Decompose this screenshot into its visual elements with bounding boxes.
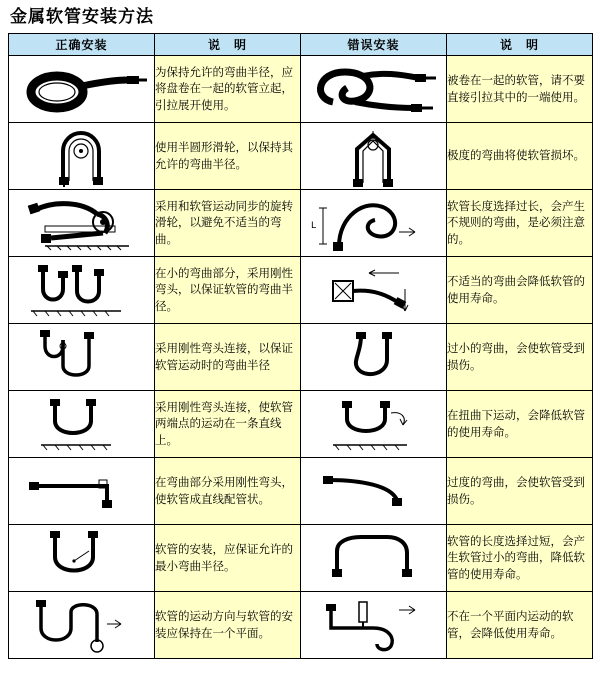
rigid-elbow-straight-line-correct-icon (11, 393, 153, 455)
installation-methods-table (8, 33, 593, 659)
correct-note-cell: 软管的安装，应保证允许的最小弯曲半径。 (155, 524, 301, 591)
correct-illustration-cell (9, 323, 155, 390)
wrong-illustration-cell (301, 524, 447, 591)
wrong-illustration-cell (301, 256, 447, 323)
wrong-note-cell: 过度的弯曲，会使软管受到损伤。 (447, 457, 593, 524)
wrong-note-cell: 不适当的弯曲会降低软管的使用寿命。 (447, 256, 593, 323)
table-body (9, 55, 593, 658)
column-header-correct-install: 正确安装 (9, 33, 155, 55)
same-plane-motion-correct-icon (11, 594, 153, 656)
wrong-note-cell: 软管长度选择过长，会产生不规则的弯曲，是必须注意的。 (447, 189, 593, 256)
correct-note-cell: 在弯曲部分采用刚性弯头，使软管成直线配管状。 (155, 457, 301, 524)
correct-note-cell: 采用刚性弯头连接，以保证软管运动时的弯曲半径 (155, 323, 301, 390)
wrong-note-cell: 在扭曲下运动，会降低软管的使用寿命。 (447, 390, 593, 457)
correct-illustration-cell (9, 390, 155, 457)
column-header-wrong-note: 说 明 (447, 33, 593, 55)
wrong-note-cell: 被卷在一起的软管，请不要直接引拉其中的一端使用。 (447, 55, 593, 122)
column-header-wrong-install: 错误安装 (301, 33, 447, 55)
out-of-plane-motion-wrong-icon (303, 594, 445, 656)
page-title: 金属软管安装方法 (10, 7, 154, 27)
wrong-illustration-cell (301, 390, 447, 457)
table-row (9, 256, 593, 323)
correct-illustration-cell (9, 189, 155, 256)
table-row (9, 189, 593, 256)
correct-note-cell: 为保持允许的弯曲半径，应将盘卷在一起的软管立起，引拉展开使用。 (155, 55, 301, 122)
table-header-row (9, 33, 593, 55)
straight-pipe-elbow-correct-icon (11, 460, 153, 522)
improper-bend-wrong-icon (303, 259, 445, 321)
svg-text:L: L (310, 220, 316, 231)
table-header (9, 33, 593, 55)
wrong-note-cell: 极度的弯曲将使软管损坏。 (447, 122, 593, 189)
over-bending-wrong-icon (303, 460, 445, 522)
correct-illustration-cell (9, 122, 155, 189)
table-row (9, 591, 593, 658)
correct-illustration-cell (9, 256, 155, 323)
wrong-note-cell: 不在一个平面内运动的软管，会降低使用寿命。 (447, 591, 593, 658)
wrong-illustration-cell (301, 55, 447, 122)
correct-illustration-cell (9, 524, 155, 591)
length-too-long-wrong-icon (303, 527, 445, 589)
rigid-elbow-small-bend-correct-icon (11, 259, 153, 321)
semicircular-pulley-correct-icon (11, 125, 153, 187)
table-row (9, 390, 593, 457)
column-header-correct-note: 说 明 (155, 33, 301, 55)
wrong-illustration-cell (301, 189, 447, 256)
correct-illustration-cell (9, 55, 155, 122)
table-row (9, 457, 593, 524)
rigid-elbow-u-bend-correct-icon (11, 326, 153, 388)
excess-length-loop-wrong-icon (303, 192, 445, 254)
torsion-bend-wrong-icon (303, 393, 445, 455)
table-row (9, 122, 593, 189)
table-row (9, 55, 593, 122)
coiled-hose-pulled-wrong-icon (303, 58, 445, 120)
correct-illustration-cell (9, 591, 155, 658)
wrong-note-cell: 软管的长度选择过短，会产生软管过小的弯曲，降低软管的使用寿命。 (447, 524, 593, 591)
wrong-illustration-cell (301, 591, 447, 658)
min-bend-radius-correct-icon (11, 527, 153, 589)
correct-note-cell: 使用半圆形滑轮，以保持其允许的弯曲半径。 (155, 122, 301, 189)
synchronized-roller-correct-icon (11, 192, 153, 254)
table-row (9, 323, 593, 390)
correct-note-cell: 采用和软管运动同步的旋转滑轮，以避免不适当的弯曲。 (155, 189, 301, 256)
wrong-illustration-cell (301, 457, 447, 524)
too-small-bend-wrong-icon (303, 326, 445, 388)
wrong-note-cell: 过小的弯曲，会使软管受到损伤。 (447, 323, 593, 390)
correct-note-cell: 在小的弯曲部分，采用刚性弯头，以保证软管的弯曲半径。 (155, 256, 301, 323)
coiled-hose-flat-correct-icon (11, 58, 153, 120)
wrong-illustration-cell (301, 122, 447, 189)
correct-note-cell: 软管的运动方向与软管的安装应保持在一个平面。 (155, 591, 301, 658)
table-row (9, 524, 593, 591)
correct-illustration-cell (9, 457, 155, 524)
wrong-illustration-cell (301, 323, 447, 390)
sharp-bend-pulley-wrong-icon (303, 125, 445, 187)
correct-note-cell: 采用刚性弯头连接，使软管两端点的运动在一条直线上。 (155, 390, 301, 457)
